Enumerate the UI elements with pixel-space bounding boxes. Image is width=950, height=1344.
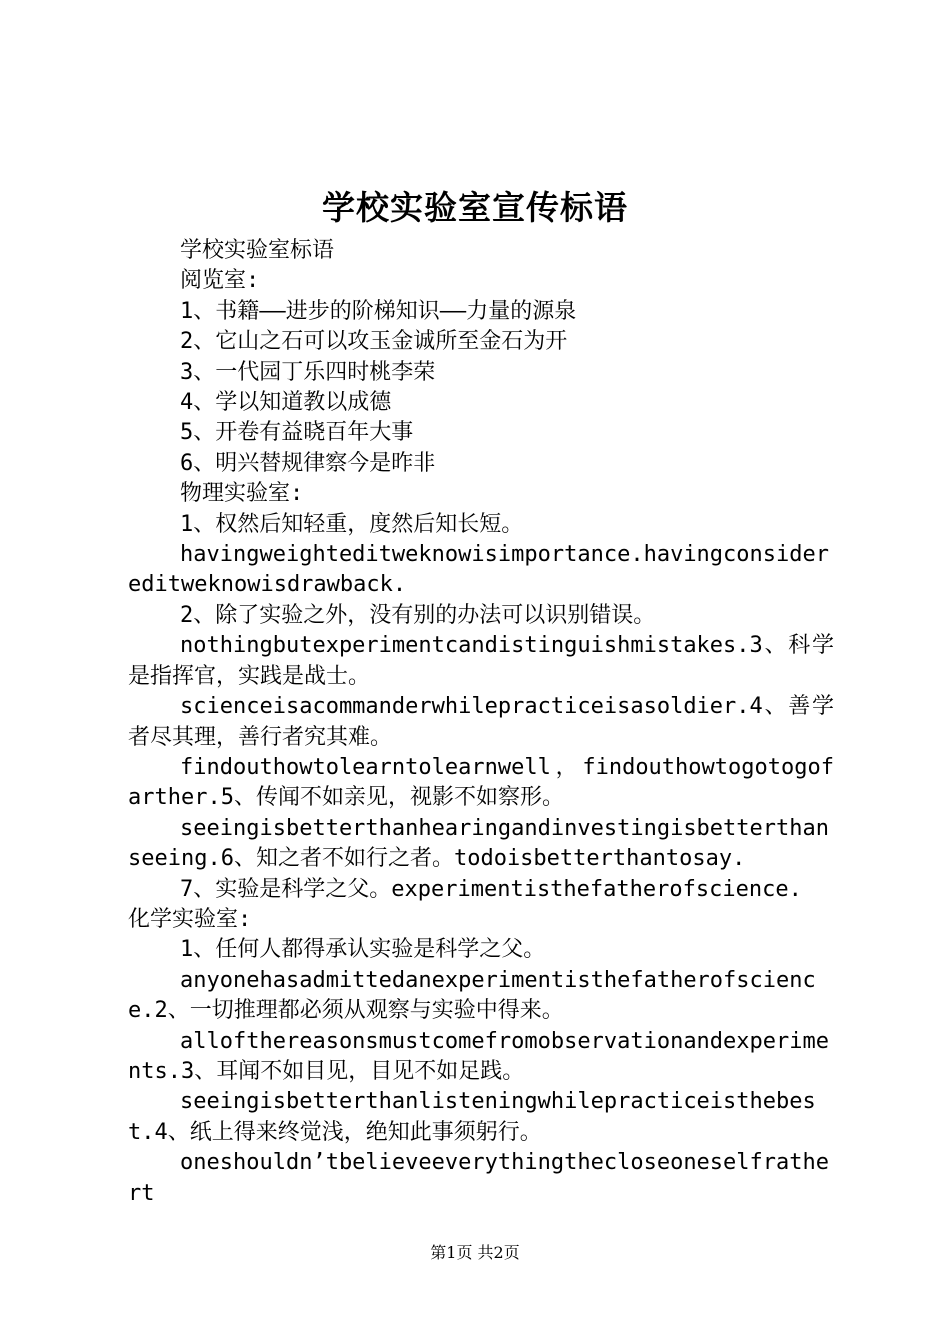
paragraph: havingweighteditweknowisimportance.havingconsidereditweknowisdrawback.	[128, 542, 830, 598]
paragraph: 4、学以知道教以成德	[180, 390, 392, 416]
paragraph: 6、明兴替规律察今是昨非	[180, 450, 436, 476]
page-footer: 第1页 共2页	[430, 1243, 520, 1262]
paragraph: oneshouldn’tbelieveeverythingthecloseoneselfrathert	[128, 1150, 830, 1206]
paragraph: 物理实验室:	[180, 481, 304, 507]
paragraph: 化学实验室:	[128, 906, 252, 932]
paragraph: 2、它山之石可以攻玉金诚所至金石为开	[180, 329, 568, 355]
paragraph: scienceisacommanderwhilepracticeisasoldier.4、善学者尽其理，善行者究其难。	[128, 694, 834, 750]
paragraph: nothingbutexperimentcandistinguishmistakes.3、科学是指挥官，实践是战士。	[128, 633, 834, 689]
paragraph: findouthowtolearntolearnwell，findouthowtogotogofarther.5、传闻不如亲见，视影不如察形。	[128, 754, 834, 811]
document-body	[128, 236, 834, 1209]
paragraph: seeingisbetterthanhearingandinvestingisbetterthanseeing.6、知之者不如行之者。todoisbetterthantosay.	[128, 815, 830, 872]
paragraph: 2、除了实验之外，没有别的办法可以识别错误。	[180, 602, 656, 628]
paragraph: seeingisbetterthanlisteningwhilepracticeisthebest.4、纸上得来终觉浅，绝知此事须躬行。	[128, 1089, 816, 1145]
paragraph: 7、实验是科学之父。experimentisthefatherofscience.	[180, 876, 802, 902]
paragraph: 5、开卷有益晓百年大事	[180, 420, 414, 446]
paragraph: 学校实验室标语	[180, 238, 335, 263]
paragraph: 1、任何人都得承认实验是科学之父。	[180, 937, 546, 963]
paragraph: 阅览室:	[180, 268, 260, 294]
paragraph: 1、书籍——进步的阶梯知识——力量的源泉	[180, 298, 577, 324]
document-title: 学校实验室宣传标语	[322, 188, 628, 227]
paragraph: anyonehasadmittedanexperimentisthefatherofscience.2、一切推理都必须从观察与实验中得来。	[128, 967, 816, 1024]
paragraph: 1、权然后知轻重，度然后知长短。	[180, 511, 524, 537]
paragraph: 3、一代园丁乐四时桃李荣	[180, 359, 436, 385]
paragraph: allofthereasonsmustcomefromobservationandexperiments.3、耳闻不如目见，目见不如足践。	[128, 1028, 830, 1084]
